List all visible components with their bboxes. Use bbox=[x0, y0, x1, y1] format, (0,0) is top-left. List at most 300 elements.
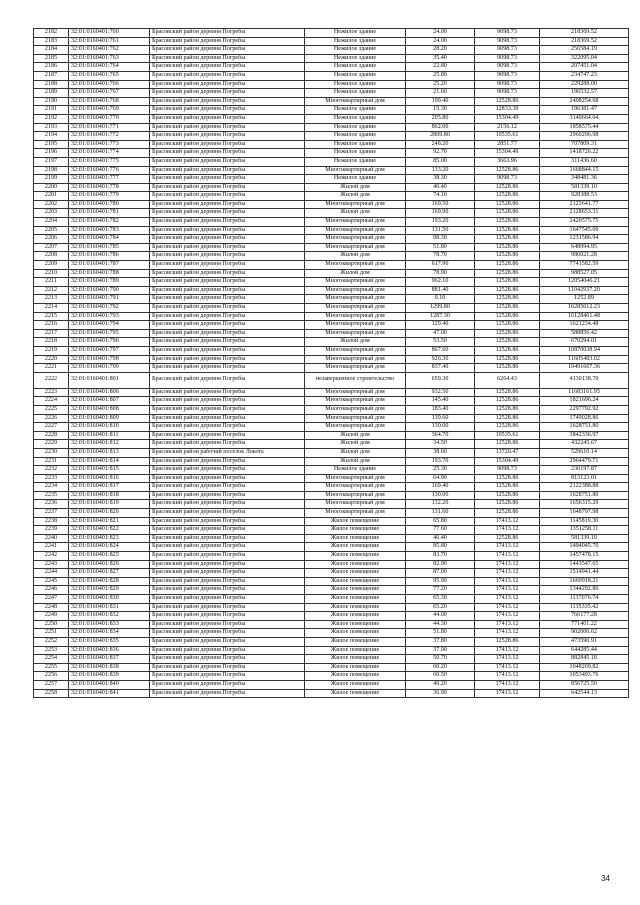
table-row bbox=[34, 423, 629, 432]
cell-object-type: Жилой дом bbox=[305, 440, 406, 449]
table-row bbox=[34, 97, 629, 106]
cell-object-type: Нежилое здание bbox=[305, 114, 406, 123]
cell-cadastral-number: 32:01:0160401:775 bbox=[69, 157, 150, 166]
cell-object-type: Многоквартирный дом bbox=[305, 235, 406, 244]
cell-address: Брасовский район деревня Погребы bbox=[150, 29, 305, 38]
cell-object-type: Многоквартирный дом bbox=[305, 295, 406, 304]
cell-object-type: Жилое помещение bbox=[305, 646, 406, 655]
cell-cadastral-number: 32:01:0160401:811 bbox=[69, 431, 150, 440]
cell-row-number: 2254 bbox=[34, 655, 69, 664]
cell-row-number: 2184 bbox=[34, 46, 69, 55]
table-row bbox=[34, 534, 629, 543]
cell-row-number: 2207 bbox=[34, 243, 69, 252]
cell-address: Брасовский район деревня Погребы bbox=[150, 414, 305, 423]
cell-unit-value: 17413.12 bbox=[475, 517, 540, 526]
cell-cadastral-value: 1137076.74 bbox=[540, 595, 629, 604]
cell-cadastral-number: 32:01:0160401:767 bbox=[69, 89, 150, 98]
cell-cadastral-number: 32:01:0160401:772 bbox=[69, 132, 150, 141]
cell-cadastral-value: 2498254.68 bbox=[540, 97, 629, 106]
cell-address: Брасовский район деревня Погребы bbox=[150, 37, 305, 46]
cell-unit-value: 12528.86 bbox=[475, 235, 540, 244]
cell-unit-value: 12528.86 bbox=[475, 329, 540, 338]
cell-object-type: Жилое помещение bbox=[305, 637, 406, 646]
cell-cadastral-value: 1135335.42 bbox=[540, 603, 629, 612]
cell-object-type: Многоквартирный дом bbox=[305, 312, 406, 321]
cell-area: 82.90 bbox=[406, 560, 475, 569]
cell-area: 132.20 bbox=[406, 500, 475, 509]
cell-cadastral-number: 32:01:0160401:797 bbox=[69, 346, 150, 355]
table-row bbox=[34, 166, 629, 175]
cell-cadastral-value: 644285.44 bbox=[540, 646, 629, 655]
cell-area: 51.80 bbox=[406, 243, 475, 252]
table-row bbox=[34, 517, 629, 526]
cell-unit-value: 15304.49 bbox=[475, 114, 540, 123]
cell-address: Брасовский район деревня Погребы bbox=[150, 140, 305, 149]
cell-object-type: Нежилое здание bbox=[305, 123, 406, 132]
cell-unit-value: 9098.73 bbox=[475, 29, 540, 38]
cell-area: 98.30 bbox=[406, 235, 475, 244]
cell-object-type: Жилое помещение bbox=[305, 612, 406, 621]
cell-unit-value: 17413.12 bbox=[475, 672, 540, 681]
cell-address: Брасовский район деревня Погребы bbox=[150, 457, 305, 466]
table-row bbox=[34, 440, 629, 449]
table-row bbox=[34, 483, 629, 492]
cell-row-number: 2237 bbox=[34, 509, 69, 518]
cell-cadastral-value: 642544.13 bbox=[540, 689, 629, 698]
cell-cadastral-value: 10491667.36 bbox=[540, 364, 629, 373]
cell-address: Брасовский район деревня Погребы bbox=[150, 552, 305, 561]
cell-cadastral-number: 32:01:0160401:763 bbox=[69, 54, 150, 63]
cell-unit-value: 12528.86 bbox=[475, 192, 540, 201]
cell-cadastral-value: 218369.52 bbox=[540, 29, 629, 38]
cell-unit-value: 9098.73 bbox=[475, 71, 540, 80]
cell-cadastral-value: 813123.01 bbox=[540, 474, 629, 483]
cell-cadastral-value: 1821696.24 bbox=[540, 397, 629, 406]
cell-cadastral-value: 1351258.11 bbox=[540, 526, 629, 535]
cell-unit-value: 12528.86 bbox=[475, 97, 540, 106]
cell-cadastral-value: 196381.47 bbox=[540, 106, 629, 115]
cell-unit-value: 12528.86 bbox=[475, 491, 540, 500]
cell-address: Брасовский район деревня Погребы bbox=[150, 329, 305, 338]
cell-row-number: 2224 bbox=[34, 397, 69, 406]
cell-cadastral-number: 32:01:0160401:822 bbox=[69, 526, 150, 535]
table-row bbox=[34, 466, 629, 475]
cell-cadastral-number: 32:01:0160401:834 bbox=[69, 629, 150, 638]
cell-cadastral-number: 32:01:0160401:815 bbox=[69, 466, 150, 475]
cell-cadastral-number: 32:01:0160401:776 bbox=[69, 166, 150, 175]
cell-area: 49.20 bbox=[406, 680, 475, 689]
table-row bbox=[34, 526, 629, 535]
table-row bbox=[34, 612, 629, 621]
table-row bbox=[34, 261, 629, 270]
cell-unit-value: 12528.86 bbox=[475, 346, 540, 355]
cell-row-number: 2242 bbox=[34, 552, 69, 561]
cell-object-type: Многоквартирный дом bbox=[305, 261, 406, 270]
table-row bbox=[34, 54, 629, 63]
cell-cadastral-value: 1048269.82 bbox=[540, 663, 629, 672]
cell-area: 169.90 bbox=[406, 209, 475, 218]
cell-unit-value: 12833.39 bbox=[475, 106, 540, 115]
cell-unit-value: 9098.73 bbox=[475, 80, 540, 89]
cell-row-number: 2200 bbox=[34, 183, 69, 192]
cell-cadastral-value: 16128401.48 bbox=[540, 312, 629, 321]
cell-row-number: 2241 bbox=[34, 543, 69, 552]
cell-area: 85.80 bbox=[406, 543, 475, 552]
cell-unit-value: 17413.12 bbox=[475, 577, 540, 586]
cell-address: Брасовский район деревня Погребы bbox=[150, 200, 305, 209]
table-row bbox=[34, 312, 629, 321]
cell-object-type: Многоквартирный дом bbox=[305, 286, 406, 295]
cell-area: 169.40 bbox=[406, 483, 475, 492]
cell-cadastral-value: 648994.95 bbox=[540, 243, 629, 252]
cell-object-type: Жилое помещение bbox=[305, 526, 406, 535]
cell-row-number: 2216 bbox=[34, 321, 69, 330]
cell-cadastral-value: 10870038.94 bbox=[540, 346, 629, 355]
cell-cadastral-number: 32:01:0160401:826 bbox=[69, 560, 150, 569]
cell-address: Брасовский район рабочий поселок Локоть bbox=[150, 448, 305, 457]
cell-cadastral-value: 2960296.98 bbox=[540, 132, 629, 141]
cell-row-number: 2204 bbox=[34, 218, 69, 227]
cell-address: Брасовский район деревня Погребы bbox=[150, 655, 305, 664]
cell-object-type: Жилое помещение bbox=[305, 689, 406, 698]
cell-area: 50.70 bbox=[406, 655, 475, 664]
cell-object-type: Многоквартирный дом bbox=[305, 355, 406, 364]
cell-unit-value: 15304.49 bbox=[475, 149, 540, 158]
cell-cadastral-number: 32:01:0160401:810 bbox=[69, 423, 150, 432]
cell-address: Брасовский район деревня Погребы bbox=[150, 372, 305, 388]
cell-cadastral-value: 7741582.59 bbox=[540, 261, 629, 270]
cell-cadastral-value: 1621234.48 bbox=[540, 321, 629, 330]
cell-address: Брасовский район деревня Погребы bbox=[150, 543, 305, 552]
cell-unit-value: 12528.86 bbox=[475, 295, 540, 304]
cell-cadastral-number: 32:01:0160401:773 bbox=[69, 140, 150, 149]
cell-row-number: 2195 bbox=[34, 140, 69, 149]
cell-address: Брасовский район деревня Погребы bbox=[150, 672, 305, 681]
cell-cadastral-value: 766177.28 bbox=[540, 612, 629, 621]
cell-area: 36.90 bbox=[406, 689, 475, 698]
cell-address: Брасовский район деревня Погребы bbox=[150, 526, 305, 535]
cell-cadastral-value: 986021.28 bbox=[540, 252, 629, 261]
cell-area: 1299.80 bbox=[406, 304, 475, 313]
cell-address: Брасовский район деревня Погребы bbox=[150, 226, 305, 235]
cell-area: 881.40 bbox=[406, 286, 475, 295]
cell-area: 131.60 bbox=[406, 509, 475, 518]
cell-cadastral-number: 32:01:0160401:829 bbox=[69, 586, 150, 595]
cell-area: 38.30 bbox=[406, 175, 475, 184]
cell-row-number: 2246 bbox=[34, 586, 69, 595]
cell-object-type: Нежилое здание bbox=[305, 149, 406, 158]
cell-unit-value: 12528.86 bbox=[475, 338, 540, 347]
table-row bbox=[34, 114, 629, 123]
table-row bbox=[34, 218, 629, 227]
cell-row-number: 2253 bbox=[34, 646, 69, 655]
cell-area: 21.60 bbox=[406, 89, 475, 98]
cell-unit-value: 17413.12 bbox=[475, 689, 540, 698]
cell-address: Брасовский район деревня Погребы bbox=[150, 629, 305, 638]
cell-row-number: 2209 bbox=[34, 261, 69, 270]
cell-object-type: Многоквартирный дом bbox=[305, 500, 406, 509]
cell-unit-value: 12528.86 bbox=[475, 405, 540, 414]
cell-unit-value: 12528.86 bbox=[475, 637, 540, 646]
cell-area: 44.30 bbox=[406, 620, 475, 629]
cell-object-type: Жилое помещение bbox=[305, 534, 406, 543]
cell-cadastral-value: 218369.52 bbox=[540, 37, 629, 46]
cell-cadastral-value: 3842336.97 bbox=[540, 431, 629, 440]
cell-cadastral-value: 1656315.29 bbox=[540, 500, 629, 509]
cell-address: Брасовский район деревня Погребы bbox=[150, 295, 305, 304]
table-row bbox=[34, 29, 629, 38]
cell-unit-value: 17413.12 bbox=[475, 569, 540, 578]
cell-cadastral-value: 1145819.30 bbox=[540, 517, 629, 526]
cell-unit-value: 17413.12 bbox=[475, 620, 540, 629]
cell-cadastral-number: 32:01:0160401:841 bbox=[69, 689, 150, 698]
cell-row-number: 2193 bbox=[34, 123, 69, 132]
cell-area: 193.70 bbox=[406, 457, 475, 466]
cell-cadastral-value: 229288.00 bbox=[540, 80, 629, 89]
cell-cadastral-number: 32:01:0160401:780 bbox=[69, 200, 150, 209]
table-row bbox=[34, 414, 629, 423]
cell-area: 25.20 bbox=[406, 80, 475, 89]
cell-row-number: 2247 bbox=[34, 595, 69, 604]
cell-unit-value: 17413.12 bbox=[475, 629, 540, 638]
cell-unit-value: 12528.86 bbox=[475, 388, 540, 397]
cell-area: 38.60 bbox=[406, 448, 475, 457]
cell-address: Брасовский район деревня Погребы bbox=[150, 637, 305, 646]
cell-unit-value: 9098.73 bbox=[475, 89, 540, 98]
cell-row-number: 2238 bbox=[34, 517, 69, 526]
cell-object-type: Жилой дом bbox=[305, 192, 406, 201]
cell-cadastral-value: 988527.05 bbox=[540, 269, 629, 278]
cell-cadastral-number: 32:01:0160401:762 bbox=[69, 46, 150, 55]
table-row bbox=[34, 71, 629, 80]
table-row bbox=[34, 304, 629, 313]
cell-cadastral-number: 32:01:0160401:764 bbox=[69, 63, 150, 72]
cell-cadastral-value: 882845.18 bbox=[540, 655, 629, 664]
cell-cadastral-value: 928388.53 bbox=[540, 192, 629, 201]
cell-cadastral-value: 230197.87 bbox=[540, 466, 629, 475]
cell-cadastral-number: 32:01:0160401:840 bbox=[69, 680, 150, 689]
table-row bbox=[34, 431, 629, 440]
cell-object-type: Нежилое здание bbox=[305, 157, 406, 166]
cell-object-type: Нежилое здание bbox=[305, 89, 406, 98]
table-row bbox=[34, 595, 629, 604]
cell-address: Брасовский район деревня Погребы bbox=[150, 97, 305, 106]
cell-row-number: 2213 bbox=[34, 295, 69, 304]
cell-cadastral-value: 2420575.75 bbox=[540, 218, 629, 227]
table-row bbox=[34, 448, 629, 457]
cell-area: 78.70 bbox=[406, 252, 475, 261]
cell-row-number: 2182 bbox=[34, 29, 69, 38]
cell-object-type: Нежилое здание bbox=[305, 63, 406, 72]
cell-cadastral-number: 32:01:0160401:779 bbox=[69, 192, 150, 201]
cell-area: 65.80 bbox=[406, 517, 475, 526]
cell-row-number: 2210 bbox=[34, 269, 69, 278]
table-row bbox=[34, 405, 629, 414]
cell-object-type: Многоквартирный дом bbox=[305, 405, 406, 414]
cell-unit-value: 17413.12 bbox=[475, 655, 540, 664]
cell-cadastral-number: 32:01:0160401:799 bbox=[69, 364, 150, 373]
cell-object-type: Жилое помещение bbox=[305, 577, 406, 586]
cell-cadastral-number: 32:01:0160401:792 bbox=[69, 304, 150, 313]
cell-row-number: 2220 bbox=[34, 355, 69, 364]
cell-unit-value: 9098.73 bbox=[475, 175, 540, 184]
table-row bbox=[34, 209, 629, 218]
cell-cadastral-value: 311436.60 bbox=[540, 157, 629, 166]
cell-row-number: 2255 bbox=[34, 663, 69, 672]
cell-unit-value: 15304.49 bbox=[475, 457, 540, 466]
cell-address: Брасовский район деревня Погребы bbox=[150, 577, 305, 586]
cell-cadastral-value: 2964479.71 bbox=[540, 457, 629, 466]
cell-object-type: Многоквартирный дом bbox=[305, 166, 406, 175]
cell-object-type: Многоквартирный дом bbox=[305, 483, 406, 492]
table-row bbox=[34, 63, 629, 72]
cell-object-type: Нежилое здание bbox=[305, 140, 406, 149]
cell-area: 28.20 bbox=[406, 46, 475, 55]
table-row bbox=[34, 123, 629, 132]
cell-object-type: Жилое помещение bbox=[305, 663, 406, 672]
cell-row-number: 2189 bbox=[34, 89, 69, 98]
cell-cadastral-value: 473590.91 bbox=[540, 637, 629, 646]
cell-row-number: 2225 bbox=[34, 405, 69, 414]
cell-object-type: Нежилое здание bbox=[305, 132, 406, 141]
cell-area: 46.40 bbox=[406, 534, 475, 543]
cell-area: 659.30 bbox=[406, 372, 475, 388]
page-number: 34 bbox=[601, 874, 610, 883]
cell-address: Брасовский район деревня Погребы bbox=[150, 89, 305, 98]
cell-area: 183.40 bbox=[406, 405, 475, 414]
cell-unit-value: 12528.86 bbox=[475, 312, 540, 321]
cell-address: Брасовский район деревня Погребы bbox=[150, 663, 305, 672]
table-row bbox=[34, 586, 629, 595]
cell-object-type: Нежилое здание bbox=[305, 466, 406, 475]
table-row bbox=[34, 569, 629, 578]
cell-cadastral-value: 856725.50 bbox=[540, 680, 629, 689]
cell-unit-value: 13720.47 bbox=[475, 448, 540, 457]
cell-row-number: 2252 bbox=[34, 637, 69, 646]
table-row bbox=[34, 474, 629, 483]
cell-address: Брасовский район деревня Погребы bbox=[150, 431, 305, 440]
cell-address: Брасовский район деревня Погребы bbox=[150, 304, 305, 313]
cell-object-type: Жилое помещение bbox=[305, 672, 406, 681]
table-row bbox=[34, 372, 629, 388]
cell-object-type: Нежилое здание bbox=[305, 54, 406, 63]
cell-area: 962.10 bbox=[406, 278, 475, 287]
cell-row-number: 2228 bbox=[34, 431, 69, 440]
cell-unit-value: 12528.86 bbox=[475, 509, 540, 518]
cell-address: Брасовский район деревня Погребы bbox=[150, 183, 305, 192]
table-row bbox=[34, 46, 629, 55]
cell-row-number: 2187 bbox=[34, 71, 69, 80]
cell-object-type: Жилое помещение bbox=[305, 620, 406, 629]
cell-cadastral-number: 32:01:0160401:766 bbox=[69, 80, 150, 89]
cell-object-type: Нежилое здание bbox=[305, 37, 406, 46]
cell-cadastral-value: 3149664.04 bbox=[540, 114, 629, 123]
cell-row-number: 2186 bbox=[34, 63, 69, 72]
cell-row-number: 2231 bbox=[34, 457, 69, 466]
cell-cadastral-number: 32:01:0160401:778 bbox=[69, 183, 150, 192]
cell-unit-value: 12528.86 bbox=[475, 269, 540, 278]
cell-object-type: Жилой дом bbox=[305, 183, 406, 192]
cell-cadastral-number: 32:01:0160401:777 bbox=[69, 175, 150, 184]
cell-object-type: Многоквартирный дом bbox=[305, 226, 406, 235]
cell-area: 34.50 bbox=[406, 440, 475, 449]
cell-cadastral-value: 2297792.92 bbox=[540, 405, 629, 414]
cell-row-number: 2239 bbox=[34, 526, 69, 535]
cell-cadastral-value: 902000.62 bbox=[540, 629, 629, 638]
cell-unit-value: 12528.86 bbox=[475, 474, 540, 483]
cell-area: 837.40 bbox=[406, 364, 475, 373]
cell-cadastral-number: 32:01:0160401:818 bbox=[69, 491, 150, 500]
cell-address: Брасовский район деревня Погребы bbox=[150, 106, 305, 115]
cell-unit-value: 12528.86 bbox=[475, 397, 540, 406]
cell-object-type: Многоквартирный дом bbox=[305, 364, 406, 373]
cadastral-value-table bbox=[33, 28, 629, 698]
cell-row-number: 2243 bbox=[34, 560, 69, 569]
cell-address: Брасовский район деревня Погребы bbox=[150, 209, 305, 218]
cell-row-number: 2219 bbox=[34, 346, 69, 355]
cell-cadastral-value: 432245.67 bbox=[540, 440, 629, 449]
cell-cadastral-value: 207451.04 bbox=[540, 63, 629, 72]
cell-cadastral-number: 32:01:0160401:787 bbox=[69, 261, 150, 270]
cell-cadastral-number: 32:01:0160401:837 bbox=[69, 655, 150, 664]
cell-area: 169.50 bbox=[406, 200, 475, 209]
cell-area: 364.70 bbox=[406, 431, 475, 440]
cell-cadastral-value: 1668844.15 bbox=[540, 166, 629, 175]
cell-cadastral-value: 2128653.31 bbox=[540, 209, 629, 218]
cell-area: 862.00 bbox=[406, 123, 475, 132]
cell-area: 205.80 bbox=[406, 114, 475, 123]
cell-unit-value: 17413.12 bbox=[475, 663, 540, 672]
cell-row-number: 2205 bbox=[34, 226, 69, 235]
cell-cadastral-number: 32:01:0160401:796 bbox=[69, 338, 150, 347]
cell-cadastral-number: 32:01:0160401:770 bbox=[69, 114, 150, 123]
table-row bbox=[34, 364, 629, 373]
cell-row-number: 2223 bbox=[34, 388, 69, 397]
cell-cadastral-value: 4130138.70 bbox=[540, 372, 629, 388]
table-row bbox=[34, 552, 629, 561]
cell-row-number: 2183 bbox=[34, 37, 69, 46]
cell-object-type: Жилой дом bbox=[305, 431, 406, 440]
cell-cadastral-number: 32:01:0160401:761 bbox=[69, 37, 150, 46]
cell-address: Брасовский район деревня Погребы bbox=[150, 54, 305, 63]
table-row bbox=[34, 235, 629, 244]
cell-object-type: Нежилое здание bbox=[305, 175, 406, 184]
cell-cadastral-value: 529610.14 bbox=[540, 448, 629, 457]
cell-object-type: Жилое помещение bbox=[305, 629, 406, 638]
cell-unit-value: 17413.12 bbox=[475, 526, 540, 535]
cell-object-type: Нежилое здание bbox=[305, 106, 406, 115]
cell-unit-value: 12528.86 bbox=[475, 209, 540, 218]
cell-area: 47.00 bbox=[406, 329, 475, 338]
cell-cadastral-number: 32:01:0160401:798 bbox=[69, 355, 150, 364]
cell-unit-value: 3663.96 bbox=[475, 157, 540, 166]
table-row bbox=[34, 157, 629, 166]
table-row bbox=[34, 140, 629, 149]
cell-address: Брасовский район деревня Погребы bbox=[150, 405, 305, 414]
cell-row-number: 2214 bbox=[34, 304, 69, 313]
cell-cadastral-number: 32:01:0160401:813 bbox=[69, 448, 150, 457]
cell-area: 926.30 bbox=[406, 355, 475, 364]
cell-object-type: Жилой дом bbox=[305, 457, 406, 466]
cell-cadastral-value: 1858575.44 bbox=[540, 123, 629, 132]
cell-object-type: Жилой дом bbox=[305, 269, 406, 278]
table-row bbox=[34, 175, 629, 184]
cell-cadastral-value: 581339.10 bbox=[540, 534, 629, 543]
cell-area: 74.10 bbox=[406, 192, 475, 201]
cell-object-type: Нежилое здание bbox=[305, 46, 406, 55]
cell-row-number: 2245 bbox=[34, 577, 69, 586]
cell-area: 83.70 bbox=[406, 552, 475, 561]
